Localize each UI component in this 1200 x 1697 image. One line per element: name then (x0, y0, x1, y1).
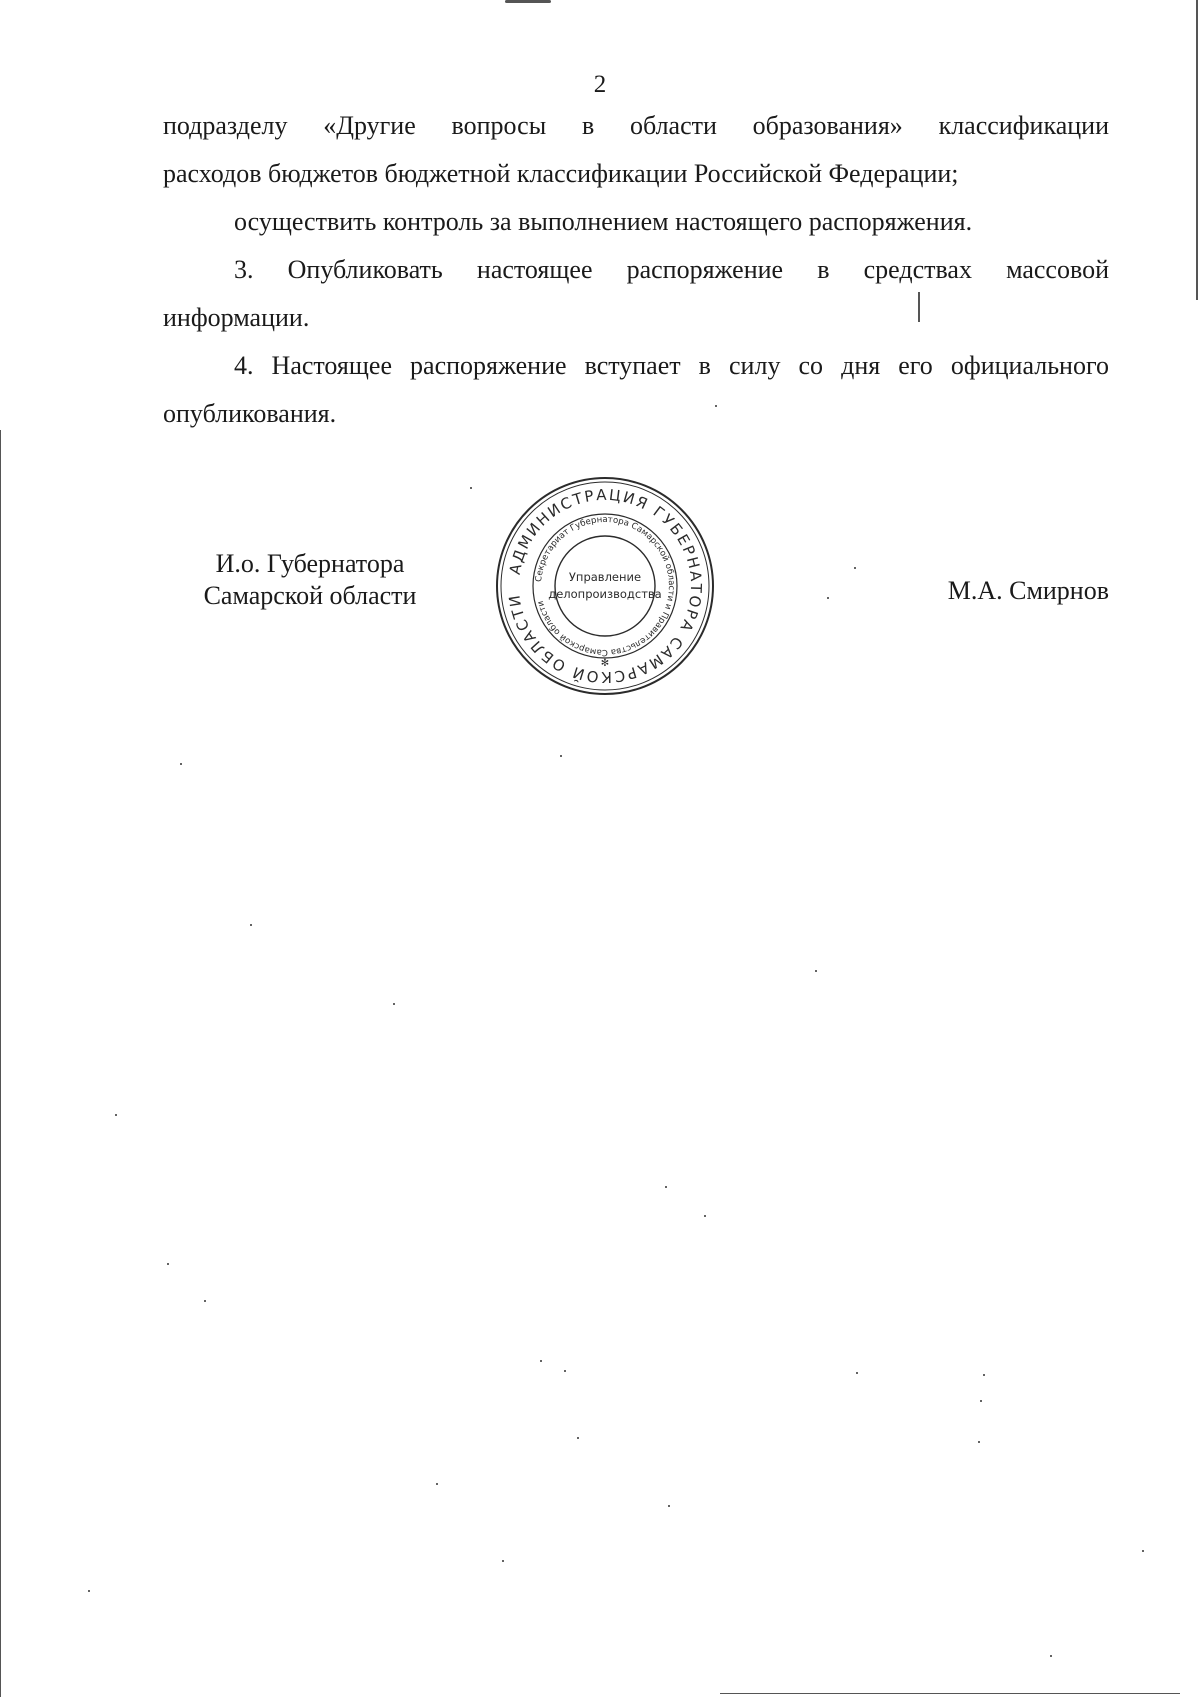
scan-speck (204, 1300, 206, 1302)
scan-speck (115, 1114, 117, 1116)
scan-speck (577, 1437, 579, 1439)
scan-speck (470, 487, 472, 489)
scan-speck (564, 1370, 566, 1372)
paragraph-3-line-2: информации. (163, 303, 310, 332)
scan-speck (436, 1483, 438, 1485)
scan-speck (502, 1560, 504, 1562)
seal-center-line-2: делопроизводства (548, 587, 662, 601)
scan-speck (978, 1441, 980, 1443)
scan-speck (250, 924, 252, 926)
paragraph-2: осуществить контроль за выполнением настоящего распоряжения. (234, 207, 973, 236)
scan-top-mark (505, 0, 551, 3)
scan-speck (704, 1215, 706, 1217)
scan-speck (856, 1372, 858, 1374)
scan-vertical-mark (918, 292, 920, 322)
paragraph-1-line-2: расходов бюджетов бюджетной классификации Российской Федерации; (163, 159, 959, 188)
scan-bottom-dashes (720, 1693, 1180, 1694)
paragraph-1-line-1: подразделу «Другие вопросы в области образования» классификации (163, 111, 1109, 140)
signer-title-line-2: Самарской области (203, 581, 417, 610)
seal-inner-ring (555, 536, 655, 636)
seal-outer-textpath: АДМИНИСТРАЦИЯ ГУБЕРНАТОРА САМАРСКОЙ ОБЛАСТИ (505, 485, 706, 687)
scan-edge-line-left (0, 430, 1, 1697)
scan-speck (560, 755, 562, 757)
scan-edge-line (1196, 0, 1198, 300)
document-body (163, 102, 1109, 438)
signer-title (180, 548, 440, 612)
scan-speck (88, 1590, 90, 1592)
signer-name: М.А. Смирнов (947, 576, 1109, 605)
scan-speck (827, 597, 829, 599)
seal-middle-textpath: Секретариат Губернатора Самарской области и Правительства Самарской области (534, 514, 677, 658)
scan-speck (1142, 1550, 1144, 1552)
scan-speck (540, 1360, 542, 1362)
scan-speck (980, 1400, 982, 1402)
scan-speck (665, 1186, 667, 1188)
scan-speck (715, 405, 717, 407)
scan-speck (1050, 1655, 1052, 1657)
scan-speck (393, 1003, 395, 1005)
scan-speck (180, 763, 182, 765)
paragraph-4-line-1: 4. Настоящее распоряжение вступает в силу со дня его официального (234, 351, 1109, 380)
official-seal (493, 474, 717, 698)
scan-speck (668, 1505, 670, 1507)
seal-center-line-1: Управление (568, 570, 642, 584)
page-number: 2 (593, 71, 607, 98)
seal-star-glyph: ✻ (600, 658, 610, 669)
paragraph-4-line-2: опубликования. (163, 399, 337, 428)
scan-speck (815, 970, 817, 972)
scan-speck (854, 567, 856, 569)
scan-speck (983, 1374, 985, 1376)
signer-title-line-1: И.о. Губернатора (215, 549, 405, 578)
paragraph-3-line-1: 3. Опубликовать настоящее распоряжение в средствах массовой (234, 255, 1109, 284)
scan-speck (167, 1263, 169, 1265)
